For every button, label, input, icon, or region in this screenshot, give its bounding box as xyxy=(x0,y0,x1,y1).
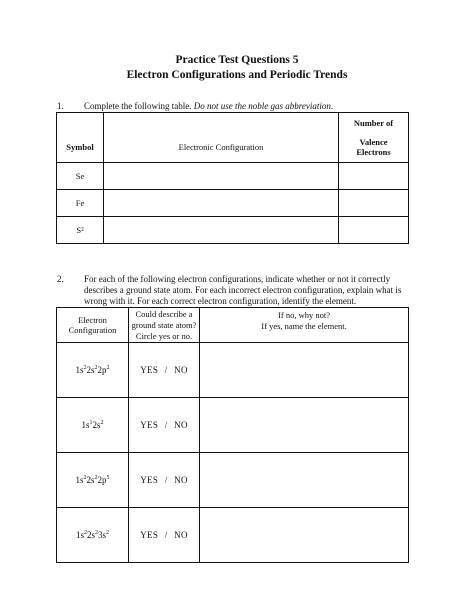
yes-option[interactable]: YES xyxy=(140,365,159,375)
symbol-cell: Fe xyxy=(57,190,104,217)
question-1-number: 1. xyxy=(57,101,64,111)
header-valence-line-3: Electrons xyxy=(356,147,391,157)
question-2-number: 2. xyxy=(57,274,64,284)
no-option[interactable]: NO xyxy=(174,475,188,485)
orbital-electron-count: 2 xyxy=(106,530,110,536)
slash-separator: / xyxy=(164,530,168,540)
orbital-label: 1s xyxy=(75,475,84,485)
orbital-label: 3s xyxy=(98,530,107,540)
yes-no-cell xyxy=(129,398,200,453)
configuration-answer-cell[interactable] xyxy=(104,190,339,217)
yes-no-cell xyxy=(129,453,200,508)
table-row xyxy=(57,190,409,217)
header-electron-configuration: Electron Configuration xyxy=(57,308,129,343)
orbital-label: 2s xyxy=(92,420,101,430)
orbital-label: 2s xyxy=(86,365,95,375)
orbital-label: 2p xyxy=(97,475,107,485)
configuration-table xyxy=(56,112,409,244)
question-1-note: Do not use the noble gas abbreviation xyxy=(193,101,331,111)
configuration-answer-cell[interactable] xyxy=(104,217,339,244)
question-1-text xyxy=(84,101,420,112)
explanation-answer-cell[interactable] xyxy=(200,453,409,508)
orbital-electron-count: 2 xyxy=(106,365,110,371)
configuration-table-header xyxy=(57,113,409,163)
question-2-text: For each of the following electron configurations, indicate whether or not it correctly describes a ground state atom. For each incorrect electron configuration, explain what is wrong with it. For each correct electron configuration, identify the element. xyxy=(84,274,402,306)
orbital-electron-count: 2 xyxy=(95,530,98,536)
header-explain-line-2: If yes, name the element. xyxy=(261,321,347,331)
orbital-label: 2s xyxy=(86,530,95,540)
question-1-instruction: Complete the following table. xyxy=(84,101,192,111)
table-row xyxy=(57,163,409,190)
no-option[interactable]: NO xyxy=(174,365,188,375)
header-electronic-configuration: Electronic Configuration xyxy=(104,113,339,163)
slash-separator: / xyxy=(164,420,168,430)
explanation-answer-cell[interactable] xyxy=(200,508,409,563)
yes-no-cell xyxy=(129,508,200,563)
orbital-electron-count: 2 xyxy=(83,365,87,371)
table-row xyxy=(57,508,409,563)
ground-state-table-header xyxy=(57,308,409,343)
header-ground-state xyxy=(129,308,200,343)
header-explanation xyxy=(200,308,409,343)
orbital-label: 1s xyxy=(75,365,84,375)
explanation-answer-cell[interactable] xyxy=(200,398,409,453)
orbital-label: 1s xyxy=(75,530,84,540)
configuration-cell xyxy=(57,453,129,508)
header-ground-line-2: ground state atom? xyxy=(131,319,197,330)
header-valence-line-2: Valence xyxy=(359,137,388,147)
orbital-label: 2s xyxy=(86,475,95,485)
symbol-cell: S² xyxy=(57,217,104,244)
table-row xyxy=(57,453,409,508)
configuration-cell xyxy=(57,343,129,398)
configuration-cell xyxy=(57,508,129,563)
orbital-electron-count: 2 xyxy=(100,420,104,426)
orbital-electron-count: 2 xyxy=(83,475,87,481)
slash-separator: / xyxy=(164,365,168,375)
question-1-period: . xyxy=(330,101,334,111)
orbital-label: 1s xyxy=(81,420,90,430)
table-row xyxy=(57,343,409,398)
ground-state-table xyxy=(56,307,409,563)
yes-option[interactable]: YES xyxy=(140,530,159,540)
title-line-1: Practice Test Questions 5 xyxy=(175,54,299,66)
header-symbol: Symbol xyxy=(57,113,104,163)
orbital-electron-count: 1 xyxy=(89,420,93,426)
title-line-2: Electron Configurations and Periodic Trends xyxy=(126,69,348,81)
symbol-cell: Se xyxy=(57,163,104,190)
valence-answer-cell[interactable] xyxy=(339,217,409,244)
header-ground-line-3: Circle yes or no. xyxy=(135,330,193,341)
header-valence-electrons xyxy=(339,113,409,163)
valence-answer-cell[interactable] xyxy=(339,163,409,190)
yes-option[interactable]: YES xyxy=(140,475,159,485)
configuration-cell xyxy=(57,398,129,453)
header-explain-line-1: If no, why not? xyxy=(278,310,330,320)
valence-answer-cell[interactable] xyxy=(339,190,409,217)
table-row xyxy=(57,217,409,244)
orbital-electron-count: 2 xyxy=(94,475,98,481)
table-row xyxy=(57,398,409,453)
orbital-electron-count: 5 xyxy=(106,475,110,481)
orbital-electron-count: 2 xyxy=(94,365,98,371)
header-ground-line-1: Could describe a xyxy=(135,308,193,319)
header-valence-line-1: Number of xyxy=(353,118,394,128)
no-option[interactable]: NO xyxy=(174,420,188,430)
configuration-answer-cell[interactable] xyxy=(104,163,339,190)
yes-no-cell xyxy=(129,343,200,398)
yes-option[interactable]: YES xyxy=(140,420,159,430)
orbital-electron-count: 2 xyxy=(83,530,87,536)
explanation-answer-cell[interactable] xyxy=(200,343,409,398)
orbital-label: 2p xyxy=(97,365,107,375)
no-option[interactable]: NO xyxy=(174,530,188,540)
slash-separator: / xyxy=(164,475,168,485)
